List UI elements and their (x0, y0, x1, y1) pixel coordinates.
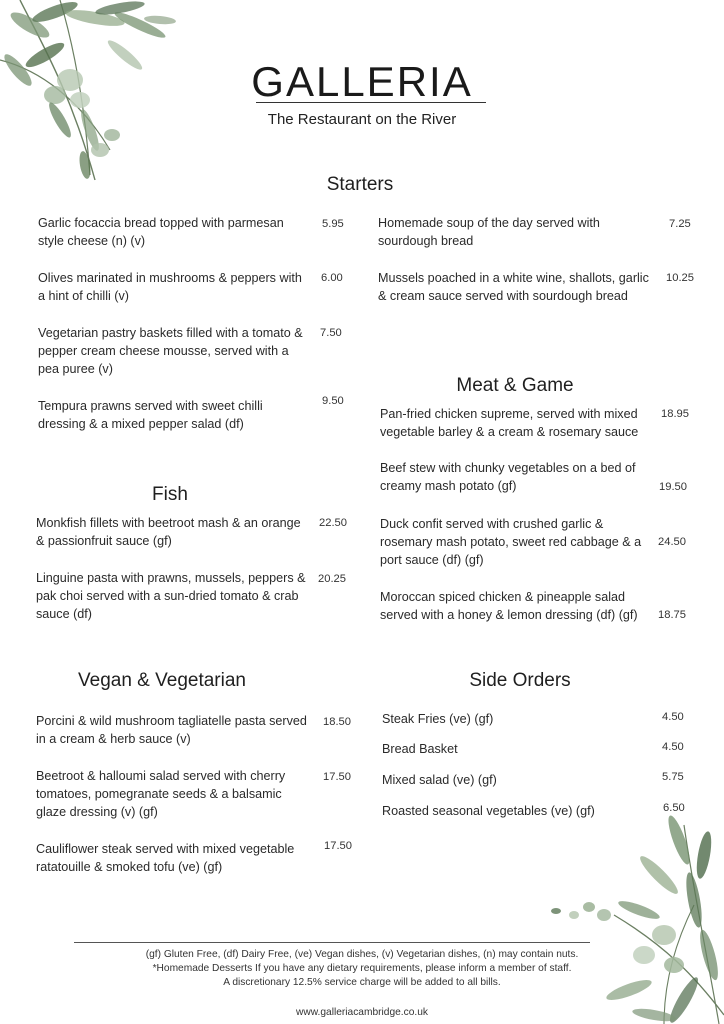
menu-item: Linguine pasta with prawns, mussels, peppers & pak choi served with a sun-dried tomato & crab sauce (df) (36, 571, 306, 621)
menu-item-price: 10.25 (666, 272, 694, 284)
menu-item-price: 6.00 (321, 272, 343, 284)
website-link[interactable]: www.galleriacambridge.co.uk (296, 1007, 428, 1018)
menu-item-price: 6.50 (663, 802, 685, 814)
menu-item-price: 4.50 (662, 711, 684, 723)
menu-item: Steak Fries (ve) (gf) (382, 712, 494, 726)
service-charge-notice: A discretionary 12.5% service charge will be added to all bills. (223, 977, 501, 988)
menu-item: Mussels poached in a white wine, shallots, garlic & cream sauce served with sourdough bread (378, 271, 649, 303)
menu-item: Homemade soup of the day served with sourdough bread (378, 216, 600, 248)
menu-item-price: 18.95 (661, 408, 689, 420)
menu-item: Vegetarian pastry baskets filled with a tomato & pepper cream cheese mousse, served with a pea puree (v) (38, 326, 303, 376)
menu-item: Duck confit served with crushed garlic & rosemary mash potato, sweet red cabbage & a port sauce (df) (gf) (380, 517, 642, 567)
restaurant-subtitle: The Restaurant on the River (267, 111, 457, 128)
section-heading-fish: Fish (152, 484, 188, 505)
title-underline (256, 102, 486, 103)
leaf-icon (551, 815, 724, 1024)
foliage-bottom-right (544, 815, 724, 1024)
menu-item-price: 5.75 (662, 771, 684, 783)
restaurant-title: GALLERIA (251, 58, 473, 105)
dietary-notice: *Homemade Desserts If you have any dietary requirements, please inform a member of staff. (152, 963, 572, 974)
menu-item: Pan-fried chicken supreme, served with mixed vegetable barley & a cream & rosemary sauce (380, 407, 639, 439)
menu-item: Monkfish fillets with beetroot mash & an orange & passionfruit sauce (gf) (36, 516, 301, 548)
menu-item-price: 17.50 (323, 771, 351, 783)
menu-item-price: 17.50 (324, 840, 352, 852)
menu-item-price: 24.50 (658, 536, 686, 548)
menu-item: Beetroot & halloumi salad served with cherry tomatoes, pomegranate seeds & a balsamic glaze dressing (v) (gf) (36, 769, 286, 819)
menu-item: Garlic focaccia bread topped with parmesan style cheese (n) (v) (38, 216, 284, 248)
menu-item-price: 20.25 (318, 573, 346, 585)
section-heading-side-orders: Side Orders (469, 670, 571, 691)
menu-item-price: 22.50 (319, 517, 347, 529)
menu-item-price: 4.50 (662, 741, 684, 753)
menu-item: Cauliflower steak served with mixed vegetable ratatouille & smoked tofu (ve) (gf) (36, 842, 295, 874)
menu-item-price: 5.95 (322, 218, 344, 230)
menu-item-price: 18.75 (658, 609, 686, 621)
menu-item-price: 19.50 (659, 481, 687, 493)
section-heading-starters: Starters (326, 174, 394, 195)
menu-item: Tempura prawns served with sweet chilli dressing & a mixed pepper salad (df) (38, 399, 263, 431)
menu-item-price: 18.50 (323, 716, 351, 728)
menu-item-price: 7.50 (320, 327, 342, 339)
menu-item: Olives marinated in mushrooms & peppers with a hint of chilli (v) (38, 271, 302, 303)
menu-item-price: 9.50 (322, 395, 344, 407)
dietary-key: (gf) Gluten Free, (df) Dairy Free, (ve) Vegan dishes, (v) Vegetarian dishes, (n) may contain nuts. (145, 949, 579, 960)
menu-item: Bread Basket (382, 742, 458, 756)
menu-item: Beef stew with chunky vegetables on a bed of creamy mash potato (gf) (380, 461, 636, 493)
footer-divider (74, 942, 590, 943)
section-heading-vegan-vegetarian: Vegan & Vegetarian (78, 670, 246, 691)
section-heading-meat-game: Meat & Game (456, 375, 574, 396)
menu-item: Mixed salad (ve) (gf) (382, 773, 497, 787)
menu-item-price: 7.25 (669, 218, 691, 230)
menu-item: Porcini & wild mushroom tagliatelle pasta served in a cream & herb sauce (v) (36, 714, 307, 746)
menu-item: Roasted seasonal vegetables (ve) (gf) (382, 804, 595, 818)
menu-item: Moroccan spiced chicken & pineapple salad served with a honey & lemon dressing (df) (gf) (380, 590, 638, 622)
